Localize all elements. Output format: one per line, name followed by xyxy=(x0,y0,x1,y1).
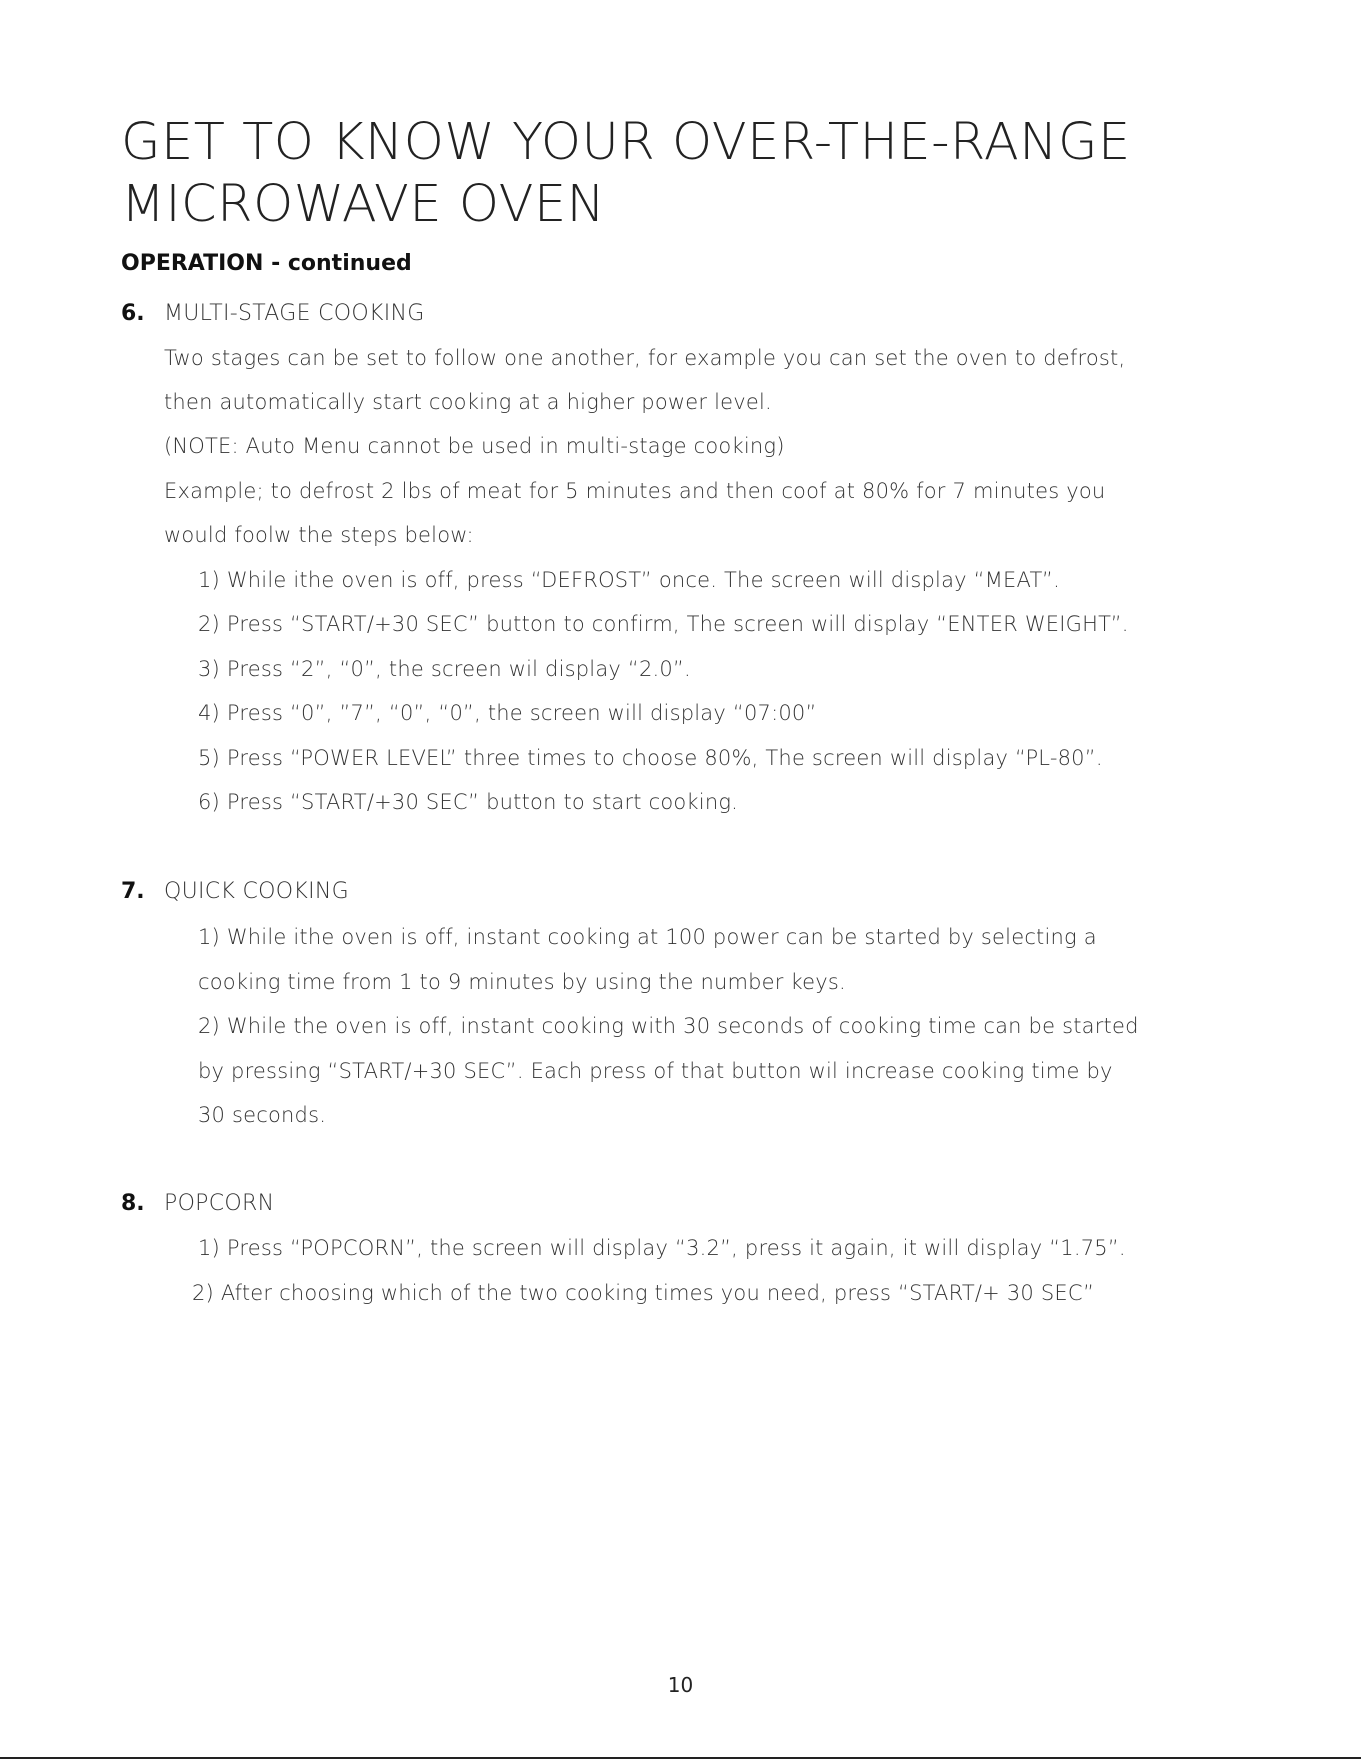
section-6-heading xyxy=(121,300,425,328)
step-item: 2) Press “START/+30 SEC” button to confirm, The screen will display “ENTER WEIGHT”. xyxy=(198,612,1129,636)
section-number: 8. xyxy=(121,1191,145,1216)
page-title xyxy=(121,112,1301,236)
step-item: 2) While the oven is off, instant cooking with 30 seconds of cooking time can be started xyxy=(198,1014,1139,1038)
page-title-line-1: GET TO KNOW YOUR OVER-THE-RANGE xyxy=(121,113,1131,172)
paragraph-line: (NOTE: Auto Menu cannot be used in multi-stage cooking) xyxy=(164,434,785,458)
step-item: 6) Press “START/+30 SEC” button to start cooking. xyxy=(198,790,739,814)
step-item: 1) While ithe oven is off, press “DEFROST” once. The screen will display “MEAT”. xyxy=(198,568,1060,592)
step-item: 5) Press “POWER LEVEL” three times to choose 80%, The screen will display “PL-80”. xyxy=(198,746,1103,770)
section-8-heading xyxy=(121,1190,274,1218)
paragraph-line: Example; to defrost 2 lbs of meat for 5 minutes and then coof at 80% for 7 minutes you xyxy=(164,479,1106,503)
paragraph-line: then automatically start cooking at a higher power level. xyxy=(164,390,772,414)
step-item: 4) Press “0”, ”7”, “0”, “0”, the screen will display “07:00” xyxy=(198,701,817,725)
section-subtitle: OPERATION - continued xyxy=(121,251,412,276)
section-7-heading xyxy=(121,878,349,906)
step-item: cooking time from 1 to 9 minutes by using the number keys. xyxy=(198,970,846,994)
step-item: 2) After choosing which of the two cooking times you need, press “START/+ 30 SEC” xyxy=(192,1281,1095,1305)
step-item: 30 seconds. xyxy=(198,1103,327,1127)
section-number: 7. xyxy=(121,879,145,904)
section-name: QUICK COOKING xyxy=(164,879,350,904)
paragraph-line: Two stages can be set to follow one another, for example you can set the oven to defrost, xyxy=(164,346,1126,370)
step-item: 3) Press “2”, “0”, the screen wil display “2.0”. xyxy=(198,657,691,681)
step-item: by pressing “START/+30 SEC”. Each press of that button wil increase cooking time by xyxy=(198,1059,1113,1083)
step-item: 1) Press “POPCORN”, the screen will display “3.2”, press it again, it will display “1.75”. xyxy=(198,1236,1126,1260)
bottom-divider xyxy=(0,1757,1361,1759)
page-title-line-2: MICROWAVE OVEN xyxy=(121,175,606,234)
section-name: MULTI-STAGE COOKING xyxy=(164,301,425,326)
section-number: 6. xyxy=(121,301,145,326)
section-name: POPCORN xyxy=(164,1191,275,1216)
step-item: 1) While ithe oven is off, instant cooking at 100 power can be started by selecting a xyxy=(198,925,1097,949)
page-number: 10 xyxy=(667,1673,694,1697)
paragraph-line: would foolw the steps below: xyxy=(164,523,474,547)
